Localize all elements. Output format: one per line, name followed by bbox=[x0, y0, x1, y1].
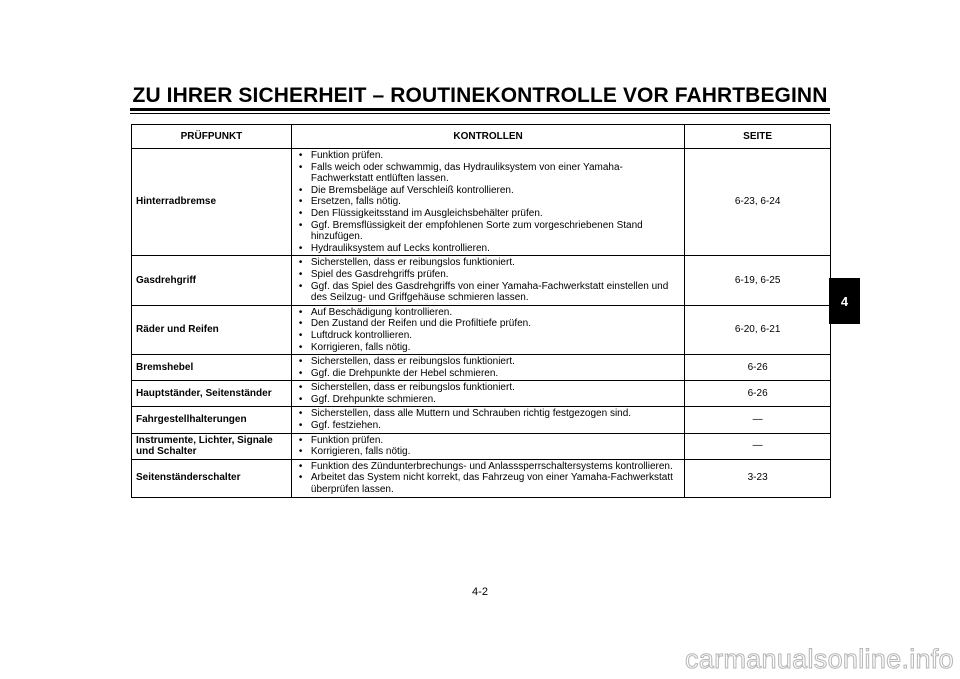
check-item: • Sicherstellen, dass er reibungslos funktioniert. bbox=[296, 356, 680, 368]
table-row bbox=[132, 459, 831, 497]
checkpoint-cell: Gasdrehgriff bbox=[132, 256, 292, 305]
table-row bbox=[132, 433, 831, 459]
checks-cell bbox=[291, 433, 684, 459]
check-item: • Ggf. das Spiel des Gasdrehgriffs von einer Yamaha-Fachwerkstatt einstellen und des Seilzug- und Griffgehäuse schmieren lassen. bbox=[296, 281, 680, 304]
checks-list bbox=[296, 435, 680, 458]
table-row bbox=[132, 355, 831, 381]
checks-list bbox=[296, 382, 680, 405]
check-item: • Auf Beschädigung kontrollieren. bbox=[296, 307, 680, 319]
checks-cell bbox=[291, 355, 684, 381]
page-ref-cell: 3-23 bbox=[685, 459, 831, 497]
checkpoint-cell: Hauptständer, Seitenständer bbox=[132, 381, 292, 407]
checkpoint-cell: Fahrgestellhalterungen bbox=[132, 407, 292, 433]
page-title: ZU IHRER SICHERHEIT – ROUTINEKONTROLLE VOR FAHRTBEGINN bbox=[132, 84, 828, 107]
table-body bbox=[132, 149, 831, 498]
checkpoint-cell: Instrumente, Lichter, Signale und Schalter bbox=[132, 433, 292, 459]
checkpoint-cell: Bremshebel bbox=[132, 355, 292, 381]
inspection-table bbox=[131, 124, 831, 498]
checkpoint-cell: Räder und Reifen bbox=[132, 305, 292, 354]
check-item: • Die Bremsbeläge auf Verschleiß kontrollieren. bbox=[296, 185, 680, 197]
checkpoint-cell: Hinterradbremse bbox=[132, 149, 292, 256]
check-item: • Ersetzen, falls nötig. bbox=[296, 196, 680, 208]
check-item: • Ggf. Bremsflüssigkeit der empfohlenen Sorte zum vorgeschriebenen Stand hinzufügen. bbox=[296, 220, 680, 243]
checks-cell bbox=[291, 149, 684, 256]
table-row bbox=[132, 305, 831, 354]
page-ref-cell: — bbox=[685, 407, 831, 433]
header-checkpoint: PRÜFPUNKT bbox=[132, 125, 292, 149]
checks-cell bbox=[291, 256, 684, 305]
check-item: • Spiel des Gasdrehgriffs prüfen. bbox=[296, 269, 680, 281]
check-item: • Den Zustand der Reifen und die Profiltiefe prüfen. bbox=[296, 318, 680, 330]
check-item: • Sicherstellen, dass alle Muttern und Schrauben richtig festgezogen sind. bbox=[296, 408, 680, 420]
checks-list bbox=[296, 356, 680, 379]
check-item: • Funktion prüfen. bbox=[296, 150, 680, 162]
title-rule-thick bbox=[130, 108, 830, 111]
checks-list bbox=[296, 307, 680, 353]
chapter-tab: 4 bbox=[829, 278, 860, 324]
check-item: • Ggf. Drehpunkte schmieren. bbox=[296, 394, 680, 406]
header-page: SEITE bbox=[685, 125, 831, 149]
check-item: • Korrigieren, falls nötig. bbox=[296, 446, 680, 458]
check-item: • Funktion des Zündunterbrechungs- und Anlasssperrschaltersystems kontrollieren. bbox=[296, 461, 680, 473]
table-row bbox=[132, 381, 831, 407]
page-ref-cell: 6-26 bbox=[685, 355, 831, 381]
check-item: • Ggf. festziehen. bbox=[296, 420, 680, 432]
checks-list bbox=[296, 150, 680, 254]
page-number: 4-2 bbox=[472, 586, 488, 598]
checkpoint-cell: Seitenständerschalter bbox=[132, 459, 292, 497]
checks-cell bbox=[291, 459, 684, 497]
title-rule-thin bbox=[130, 113, 830, 114]
checks-cell bbox=[291, 381, 684, 407]
check-item: • Hydrauliksystem auf Lecks kontrollieren. bbox=[296, 243, 680, 255]
page-ref-cell: 6-19, 6-25 bbox=[685, 256, 831, 305]
table-row bbox=[132, 149, 831, 256]
check-item: • Sicherstellen, dass er reibungslos funktioniert. bbox=[296, 382, 680, 394]
checks-list bbox=[296, 408, 680, 431]
header-checks: KONTROLLEN bbox=[291, 125, 684, 149]
page-ref-cell: — bbox=[685, 433, 831, 459]
check-item: • Falls weich oder schwammig, das Hydrauliksystem von einer Yamaha-Fachwerkstatt entlüften lassen. bbox=[296, 162, 680, 185]
table-row bbox=[132, 256, 831, 305]
check-item: • Luftdruck kontrollieren. bbox=[296, 330, 680, 342]
check-item: • Ggf. die Drehpunkte der Hebel schmieren. bbox=[296, 368, 680, 380]
page-ref-cell: 6-26 bbox=[685, 381, 831, 407]
watermark: carmanualsonline.info bbox=[685, 644, 954, 674]
table-row bbox=[132, 407, 831, 433]
page-ref-cell: 6-20, 6-21 bbox=[685, 305, 831, 354]
check-item: • Korrigieren, falls nötig. bbox=[296, 342, 680, 354]
check-item: • Funktion prüfen. bbox=[296, 435, 680, 447]
checks-cell bbox=[291, 305, 684, 354]
check-item: • Den Flüssigkeitsstand im Ausgleichsbehälter prüfen. bbox=[296, 208, 680, 220]
checks-list bbox=[296, 461, 680, 496]
table-header-row bbox=[132, 125, 831, 149]
check-item: • Arbeitet das System nicht korrekt, das Fahrzeug von einer Yamaha-Fachwerkstatt überprüfen lassen. bbox=[296, 472, 680, 495]
check-item: • Sicherstellen, dass er reibungslos funktioniert. bbox=[296, 257, 680, 269]
page-ref-cell: 6-23, 6-24 bbox=[685, 149, 831, 256]
checks-cell bbox=[291, 407, 684, 433]
checks-list bbox=[296, 257, 680, 303]
